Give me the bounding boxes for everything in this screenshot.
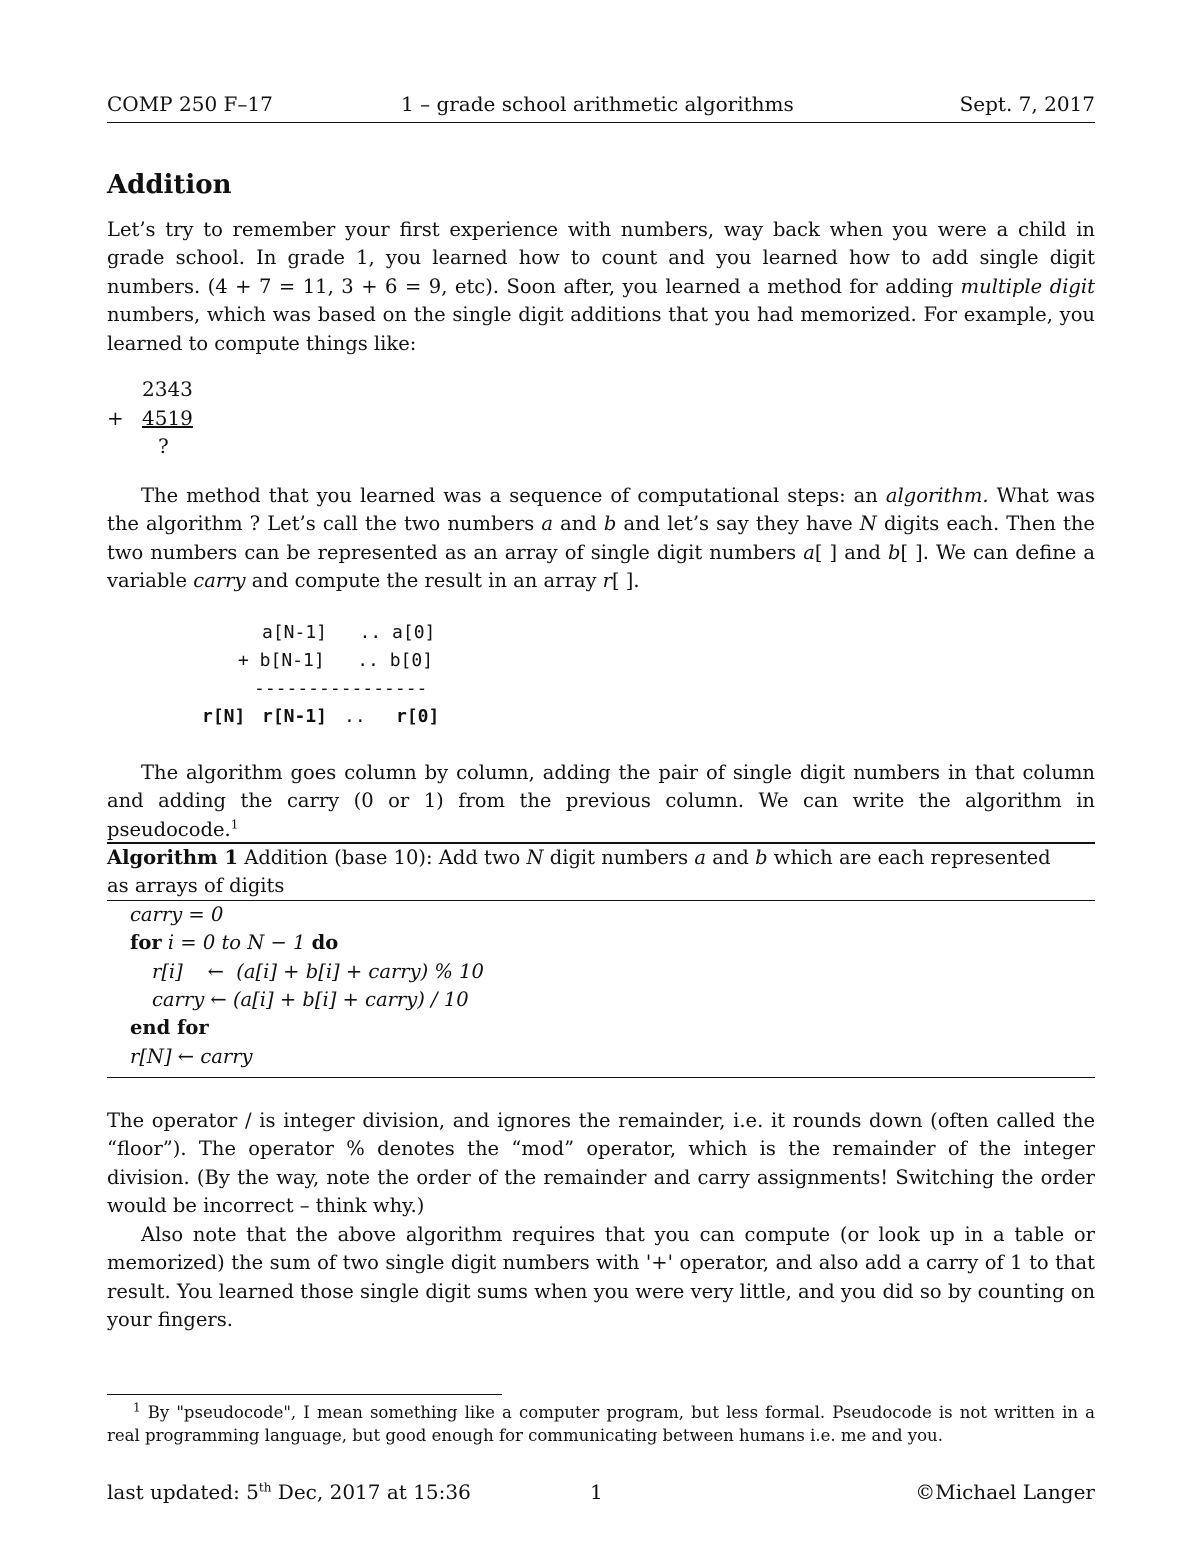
footer-updated-suffix: Dec, 2017 at 15:36 xyxy=(271,1480,471,1504)
algo-line-endfor: end for xyxy=(130,1016,209,1039)
footnote xyxy=(107,1401,1095,1447)
footer-updated-sup: th xyxy=(258,1480,272,1495)
var-a: a xyxy=(541,512,554,536)
intro-text-a: Let’s try to remember your first experience with numbers, way back when you were a child in grade school. In grade 1, you learned how to count and you learned how to add single digit numbers. (4 + 7 = 11, 3 + 6 = 9, etc). Soon after, you learned a method for adding xyxy=(107,218,1095,298)
caption-var-a: a xyxy=(694,846,707,869)
column-paragraph xyxy=(107,759,1095,844)
intro-text-b: numbers, which was based on the single digit additions that you had memorized. For example, you learned to compute things like: xyxy=(107,303,1095,355)
caption-text: and xyxy=(706,846,756,869)
var-carry: carry xyxy=(193,569,246,593)
algorithm-caption xyxy=(107,844,1095,872)
footnote-text: By "pseudocode", I mean something like a computer program, but less formal. Pseudocode is not written in a real programming language, but good enough for communicating between humans i.e. me and you. xyxy=(107,1403,1095,1445)
running-header xyxy=(107,92,1095,123)
array-dashes: ---------------- xyxy=(254,678,428,699)
example-result: ? xyxy=(158,434,169,458)
operator-paragraph: The operator / is integer division, and ignores the remainder, i.e. it rounds down (often called the “floor”). The operator % denotes the “mod” operator, which is the remainder of the integer division. (By the way, note the order of the remainder and carry assignments! Switching the order would be incorrect – think why.) xyxy=(107,1109,1095,1218)
var-n: N xyxy=(859,512,877,536)
algorithm-bottom-rule xyxy=(107,1077,1095,1078)
method-text: The method that you learned was a sequence of computational steps: an xyxy=(141,484,886,507)
algo-line-for xyxy=(130,929,338,957)
keyword-for: for xyxy=(130,931,162,954)
array-row-b: + b[N-1] .. b[0] xyxy=(238,650,434,671)
footnote-reference[interactable]: 1 xyxy=(230,817,239,832)
caption-text: Addition (base 10): Add two xyxy=(238,846,527,869)
example-top-number: 2343 xyxy=(142,377,193,401)
header-lecture-title: 1 – grade school arithmetic algorithms xyxy=(401,92,794,116)
algo-line-init: carry = 0 xyxy=(130,903,224,926)
example-bottom-number: 4519 xyxy=(142,406,193,430)
method-text: and xyxy=(553,512,604,536)
method-text: [ ]. xyxy=(612,569,640,593)
algorithm-label: Algorithm 1 xyxy=(107,846,239,869)
array-row-r-n: r[N] xyxy=(202,706,246,727)
array-row-r-n-1: r[N-1] xyxy=(262,706,328,727)
for-range: i = 0 to N − 1 xyxy=(161,931,312,954)
var-b: b xyxy=(603,512,617,536)
page-number: 1 xyxy=(590,1480,603,1504)
algorithm-mid-rule xyxy=(107,900,1095,901)
method-text: [ ]. We can define a variable xyxy=(107,540,1096,593)
method-text: and let’s say they have xyxy=(616,512,860,536)
method-text: [ ] and xyxy=(814,540,888,564)
footer-copyright: ©Michael Langer xyxy=(915,1480,1095,1504)
section-title: Addition xyxy=(107,170,232,200)
caption-var-n: N xyxy=(526,846,544,869)
array-r: r xyxy=(602,569,612,593)
intro-emphasis: multiple digit xyxy=(960,274,1095,298)
header-date: Sept. 7, 2017 xyxy=(959,92,1095,116)
algo-line-carry: carry ← (a[i] + b[i] + carry) / 10 xyxy=(152,988,469,1011)
footnote-mark: 1 xyxy=(133,1400,141,1415)
algo-line-final: r[N] ← carry xyxy=(130,1045,253,1068)
footer-updated-prefix: last updated: 5 xyxy=(107,1480,259,1504)
array-b: b xyxy=(887,540,901,564)
array-row-a: a[N-1] .. a[0] xyxy=(262,622,436,643)
footnote-rule xyxy=(107,1394,502,1395)
array-row-r-0: r[0] xyxy=(396,706,440,727)
caption-var-b: b xyxy=(755,846,768,869)
example-plus-sign: + xyxy=(107,406,124,430)
method-text: What was the algorithm ? Let’s call the two numbers xyxy=(107,484,1095,536)
caption-text: which are each represented xyxy=(767,846,1051,869)
caption-text: digit numbers xyxy=(543,846,695,869)
also-paragraph: Also note that the above algorithm requires that you can compute (or look up in a table or memorized) the sum of two single digit numbers with '+' operator, and also add a carry of 1 to that result. You learned those single digit sums when you were very little, and you did so by counting on your fingers. xyxy=(107,1223,1095,1332)
header-course: COMP 250 F–17 xyxy=(107,92,273,116)
column-text: The algorithm goes column by column, adding the pair of single digit numbers in that column and adding the carry (0 or 1) from the previous column. We can write the algorithm in pseudocode. xyxy=(107,761,1095,841)
method-text: digits each. Then the two numbers can be represented as an array of single digit numbers xyxy=(107,512,1095,564)
algo-line-remainder: r[i] ← (a[i] + b[i] + carry) % 10 xyxy=(152,960,484,983)
intro-paragraph xyxy=(107,216,1095,358)
algorithm-emphasis: algorithm. xyxy=(885,484,989,507)
array-a: a xyxy=(803,540,815,564)
method-paragraph xyxy=(107,482,1095,596)
algorithm-caption-line2: as arrays of digits xyxy=(107,874,285,897)
footer-last-updated xyxy=(107,1480,471,1504)
keyword-do: do xyxy=(311,931,339,954)
method-text: and compute the result in an array xyxy=(245,569,603,593)
array-row-ellipsis: .. xyxy=(344,706,366,727)
